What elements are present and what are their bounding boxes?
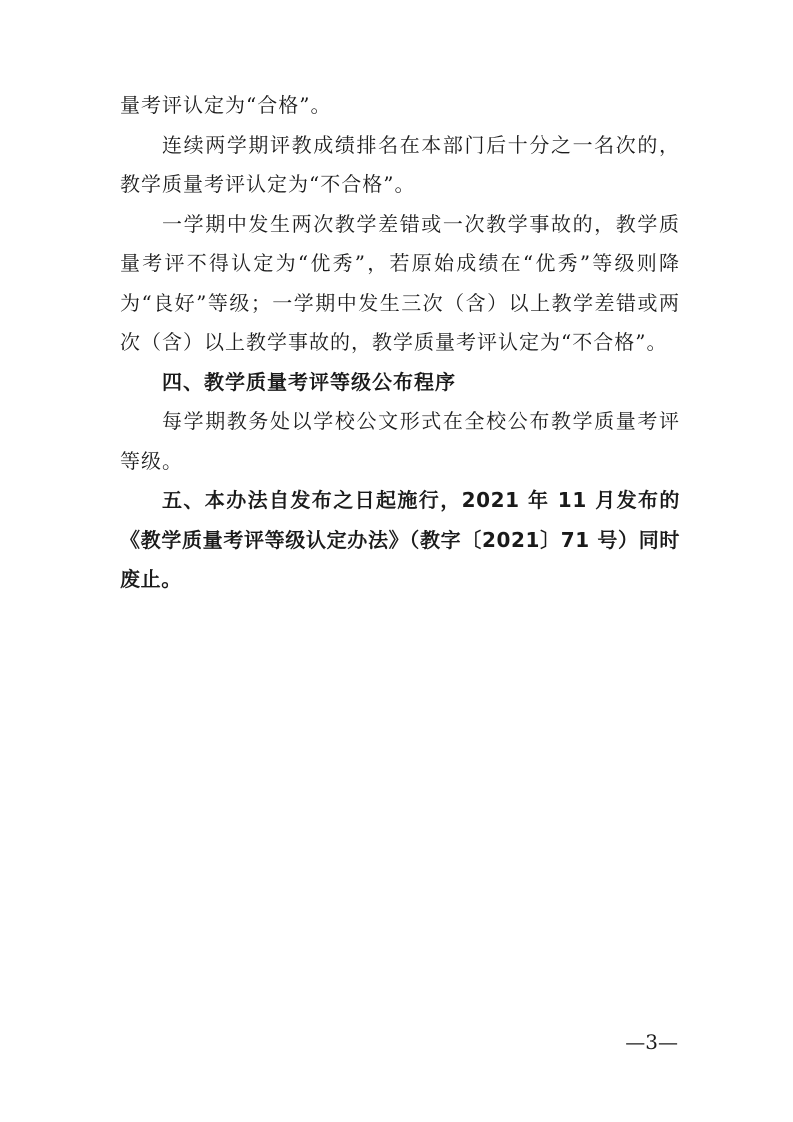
section-five-text: 五、本办法自发布之日起施行，2021 年 11 月发布的《教学质量考评等级认定办法》（教字〔2021〕71 号）同时废止。 <box>120 488 680 591</box>
paragraph-continuation: 量考评认定为“合格”。 <box>120 93 332 117</box>
document-body <box>120 86 680 600</box>
page-number: —3— <box>625 1030 678 1054</box>
paragraph-teaching-errors: 一学期中发生两次教学差错或一次教学事故的，教学质量考评不得认定为“优秀”，若原始成绩在“优秀”等级则降为“良好”等级；一学期中发生三次（含）以上教学差错或两次（含）以上教学事故的，教学质量考评认定为“不合格”。 <box>120 211 680 354</box>
paragraph-consecutive-ranking: 连续两学期评教成绩排名在本部门后十分之一名次的，教学质量考评认定为“不合格”。 <box>120 132 680 196</box>
section-four-body: 每学期教务处以学校公文形式在全校公布教学质量考评等级。 <box>120 409 680 473</box>
section-four-heading: 四、教学质量考评等级公布程序 <box>162 369 456 394</box>
